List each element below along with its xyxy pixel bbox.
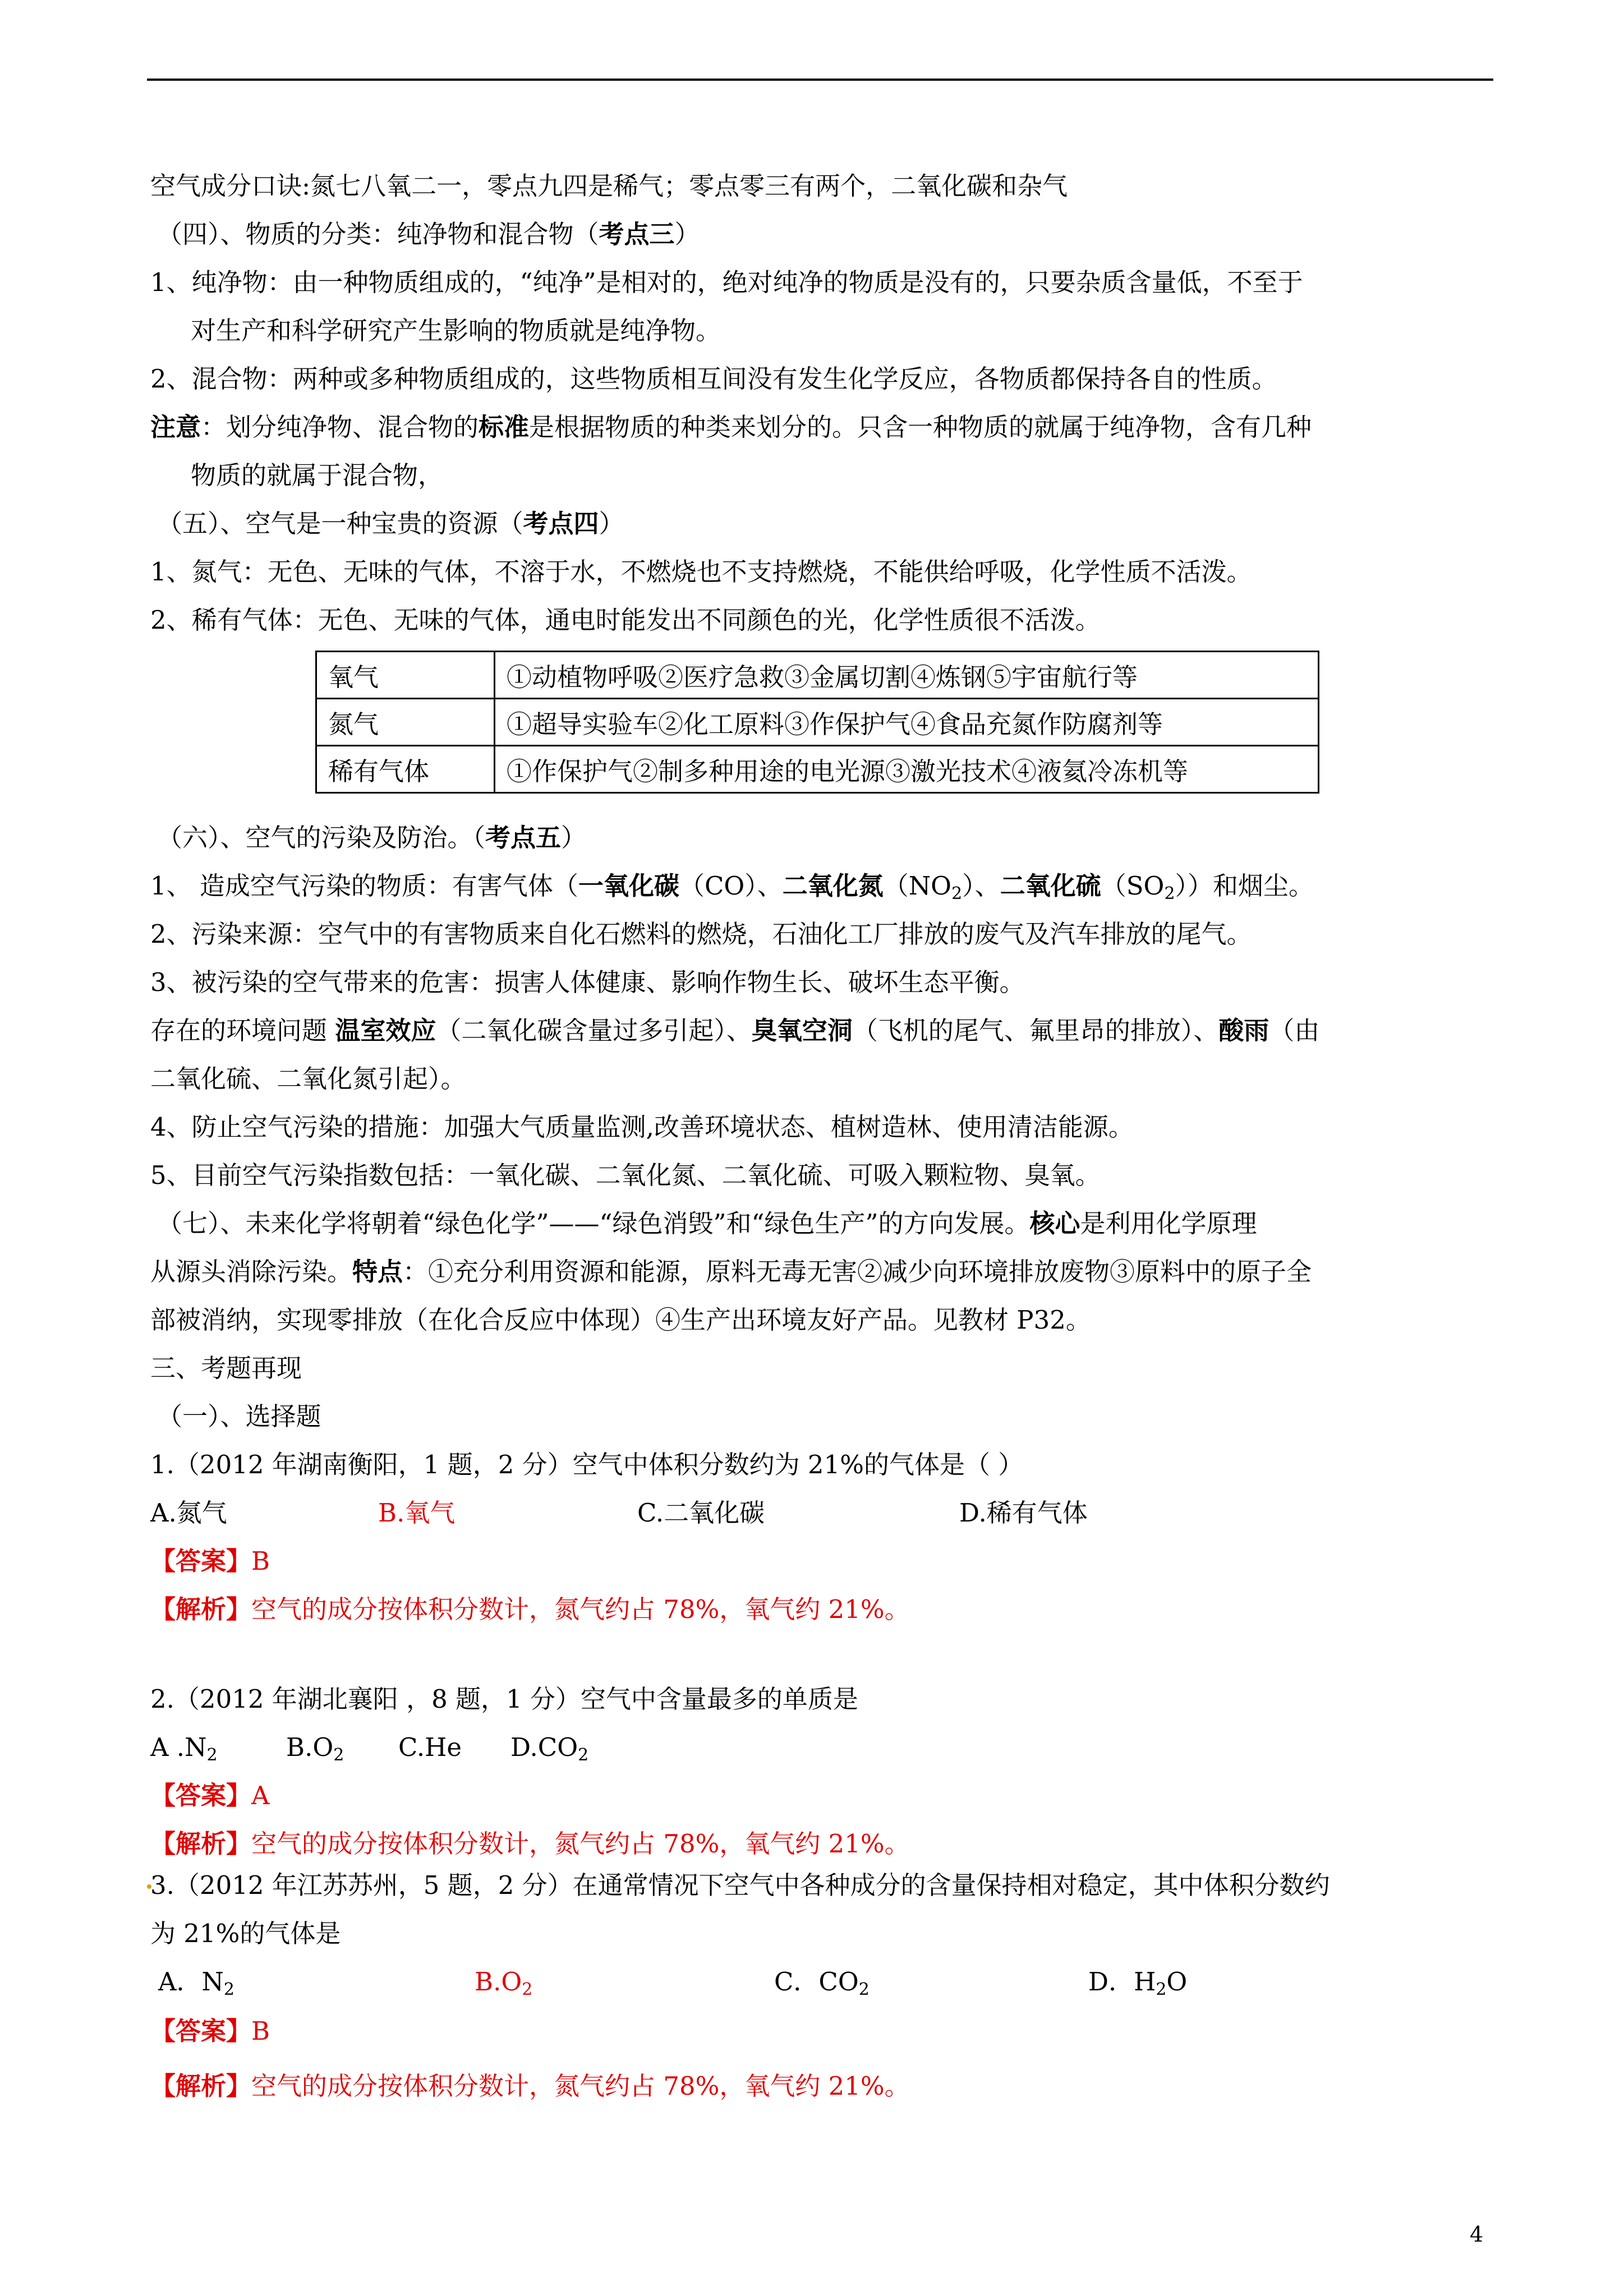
header-rule xyxy=(147,79,1493,81)
table-row xyxy=(316,699,1319,746)
prevention-line: 4、防止空气污染的措施：加强大气质量监测,改善环境状态、植树造林、使用清洁能源。 xyxy=(150,1112,1134,1142)
q3-explanation: 【解析】空气的成分按体积分数计，氮气约占 78%，氧气约 21%。 xyxy=(150,2071,910,2101)
gas-name-cell: 氮气 xyxy=(316,699,495,746)
q1-option-b: B.氧气 xyxy=(378,1498,456,1528)
q2-explanation: 【解析】空气的成分按体积分数计，氮气约占 78%，氧气约 21%。 xyxy=(150,1829,910,1859)
q3-answer: 【答案】B xyxy=(150,2016,270,2046)
pure-substance-line-2: 对生产和科学研究产生影响的物质就是纯净物。 xyxy=(191,316,721,345)
q2-stem: 2.（2012 年湖北襄阳 ，8 题，1 分）空气中含量最多的单质是 xyxy=(150,1684,858,1714)
gas-name-cell: 稀有气体 xyxy=(316,746,495,793)
q3-stem-line-1: 3.（2012 年江苏苏州，5 题，2 分）在通常情况下空气中各种成分的含量保持相对稳定，其中体积分数约 xyxy=(150,1870,1330,1900)
q2-answer: 【答案】A xyxy=(150,1781,270,1810)
pollution-index-line: 5、目前空气污染指数包括：一氧化碳、二氧化氮、二氧化硫、可吸入颗粒物、臭氧。 xyxy=(150,1160,1101,1190)
env-problems-line-1: 存在的环境问题 温室效应（二氧化碳含量过多引起）、臭氧空洞（飞机的尾气、氟里昂的排放）、酸雨（由 xyxy=(150,1016,1320,1045)
mixture-line: 2、混合物：两种或多种物质组成的，这些物质相互间没有发生化学反应，各物质都保持各自的性质。 xyxy=(150,364,1277,394)
gas-uses-cell: ①作保护气②制多种用途的电光源③激光技术④液氦冷冻机等 xyxy=(495,746,1319,793)
note-line-2: 物质的就属于混合物， xyxy=(191,460,444,490)
section-4-heading: （四）、物质的分类：纯净物和混合物（考点三） xyxy=(157,219,700,249)
green-chem-line-2: 从源头消除污染。特点：①充分利用资源和能源，原料无毒无害②减少向环境排放废物③原料中的原子全 xyxy=(150,1257,1312,1287)
pure-substance-line-1: 1、纯净物：由一种物质组成的，“纯净”是相对的，绝对纯净的物质是没有的，只要杂质含量低，不至于 xyxy=(150,268,1303,297)
pollution-source-line: 2、污染来源：空气中的有害物质来自化石燃料的燃烧，石油化工厂排放的废气及汽车排放的尾气。 xyxy=(150,919,1252,949)
q1-stem: 1.（2012 年湖南衡阳，1 题，2 分）空气中体积分数约为 21%的气体是（ ） xyxy=(150,1450,1024,1479)
choice-subtitle: （一）、选择题 xyxy=(157,1401,321,1431)
q1-option-a: A.氮气 xyxy=(150,1498,227,1528)
q2-option-b: $B.O_2$ xyxy=(286,1732,344,1765)
air-mnemonic: 空气成分口诀:氮七八氧二一，零点九四是稀气；零点零三有两个，二氧化碳和杂气 xyxy=(150,171,1068,201)
q1-option-c: C.二氧化碳 xyxy=(637,1498,765,1528)
table-row xyxy=(316,652,1319,699)
q3-option-d: D．$H_2O$ xyxy=(1088,1967,1188,1999)
gas-uses-cell: ①动植物呼吸②医疗急救③金属切割④炼钢⑤宇宙航行等 xyxy=(495,652,1319,699)
green-chem-line-1: （七）、未来化学将朝着“绿色化学”——“绿色消毁”和“绿色生产”的方向发展。核心是利用化学原理 xyxy=(157,1209,1257,1238)
q1-option-d: D.稀有气体 xyxy=(959,1498,1088,1528)
nitrogen-line: 1、氮气：无色、无味的气体，不溶于水，不燃烧也不支持燃烧，不能供给呼吸，化学性质不活泼。 xyxy=(150,557,1252,587)
note-line-1: 注意：划分纯净物、混合物的标准是根据物质的种类来划分的。只含一种物质的就属于纯净物，含有几种 xyxy=(150,412,1312,442)
pollutants-line: 1、 造成空气污染的物质：有害气体（一氧化碳（CO）、二氧化氮$(NO_2)$、二氧化硫$(SO_2)$）和烟尘。 xyxy=(150,871,1314,903)
q3-option-a: A．$N_2$ xyxy=(158,1967,234,1999)
gas-uses-table xyxy=(315,651,1319,794)
table-row xyxy=(316,746,1319,793)
section-3-title: 三、考题再现 xyxy=(150,1353,302,1383)
q3-stem-line-2: 为 21%的气体是 xyxy=(150,1919,341,1948)
q3-option-b: $B.O_2$ xyxy=(475,1967,533,1999)
page-number: 4 xyxy=(1470,2222,1484,2247)
green-chem-line-3: 部被消纳，实现零排放（在化合反应中体现）④生产出环境友好产品。见教材 P32。 xyxy=(150,1305,1091,1335)
section-5-heading: （五）、空气是一种宝贵的资源（考点四） xyxy=(157,509,624,538)
q2-option-a: A $.N_2$ xyxy=(150,1732,218,1765)
gas-name-cell: 氧气 xyxy=(316,652,495,699)
q2-option-d: $D.CO_2$ xyxy=(510,1732,589,1765)
section-6-heading: （六）、空气的污染及防治。（考点五） xyxy=(157,823,587,852)
pollution-harm-line: 3、被污染的空气带来的危害：损害人体健康、影响作物生长、破坏生态平衡。 xyxy=(150,967,1025,997)
q2-option-c: C.He xyxy=(398,1732,462,1762)
q1-answer: 【答案】B xyxy=(150,1546,270,1576)
q1-explanation: 【解析】空气的成分按体积分数计，氮气约占 78%，氧气约 21%。 xyxy=(150,1594,910,1624)
q3-option-c: C．$CO_2$ xyxy=(774,1967,869,1999)
noble-gas-line: 2、稀有气体：无色、无味的气体，通电时能发出不同颜色的光，化学性质很不活泼。 xyxy=(150,605,1101,635)
gas-uses-cell: ①超导实验车②化工原料③作保护气④食品充氮作防腐剂等 xyxy=(495,699,1319,746)
env-problems-line-2: 二氧化硫、二氧化氮引起）。 xyxy=(150,1064,466,1094)
